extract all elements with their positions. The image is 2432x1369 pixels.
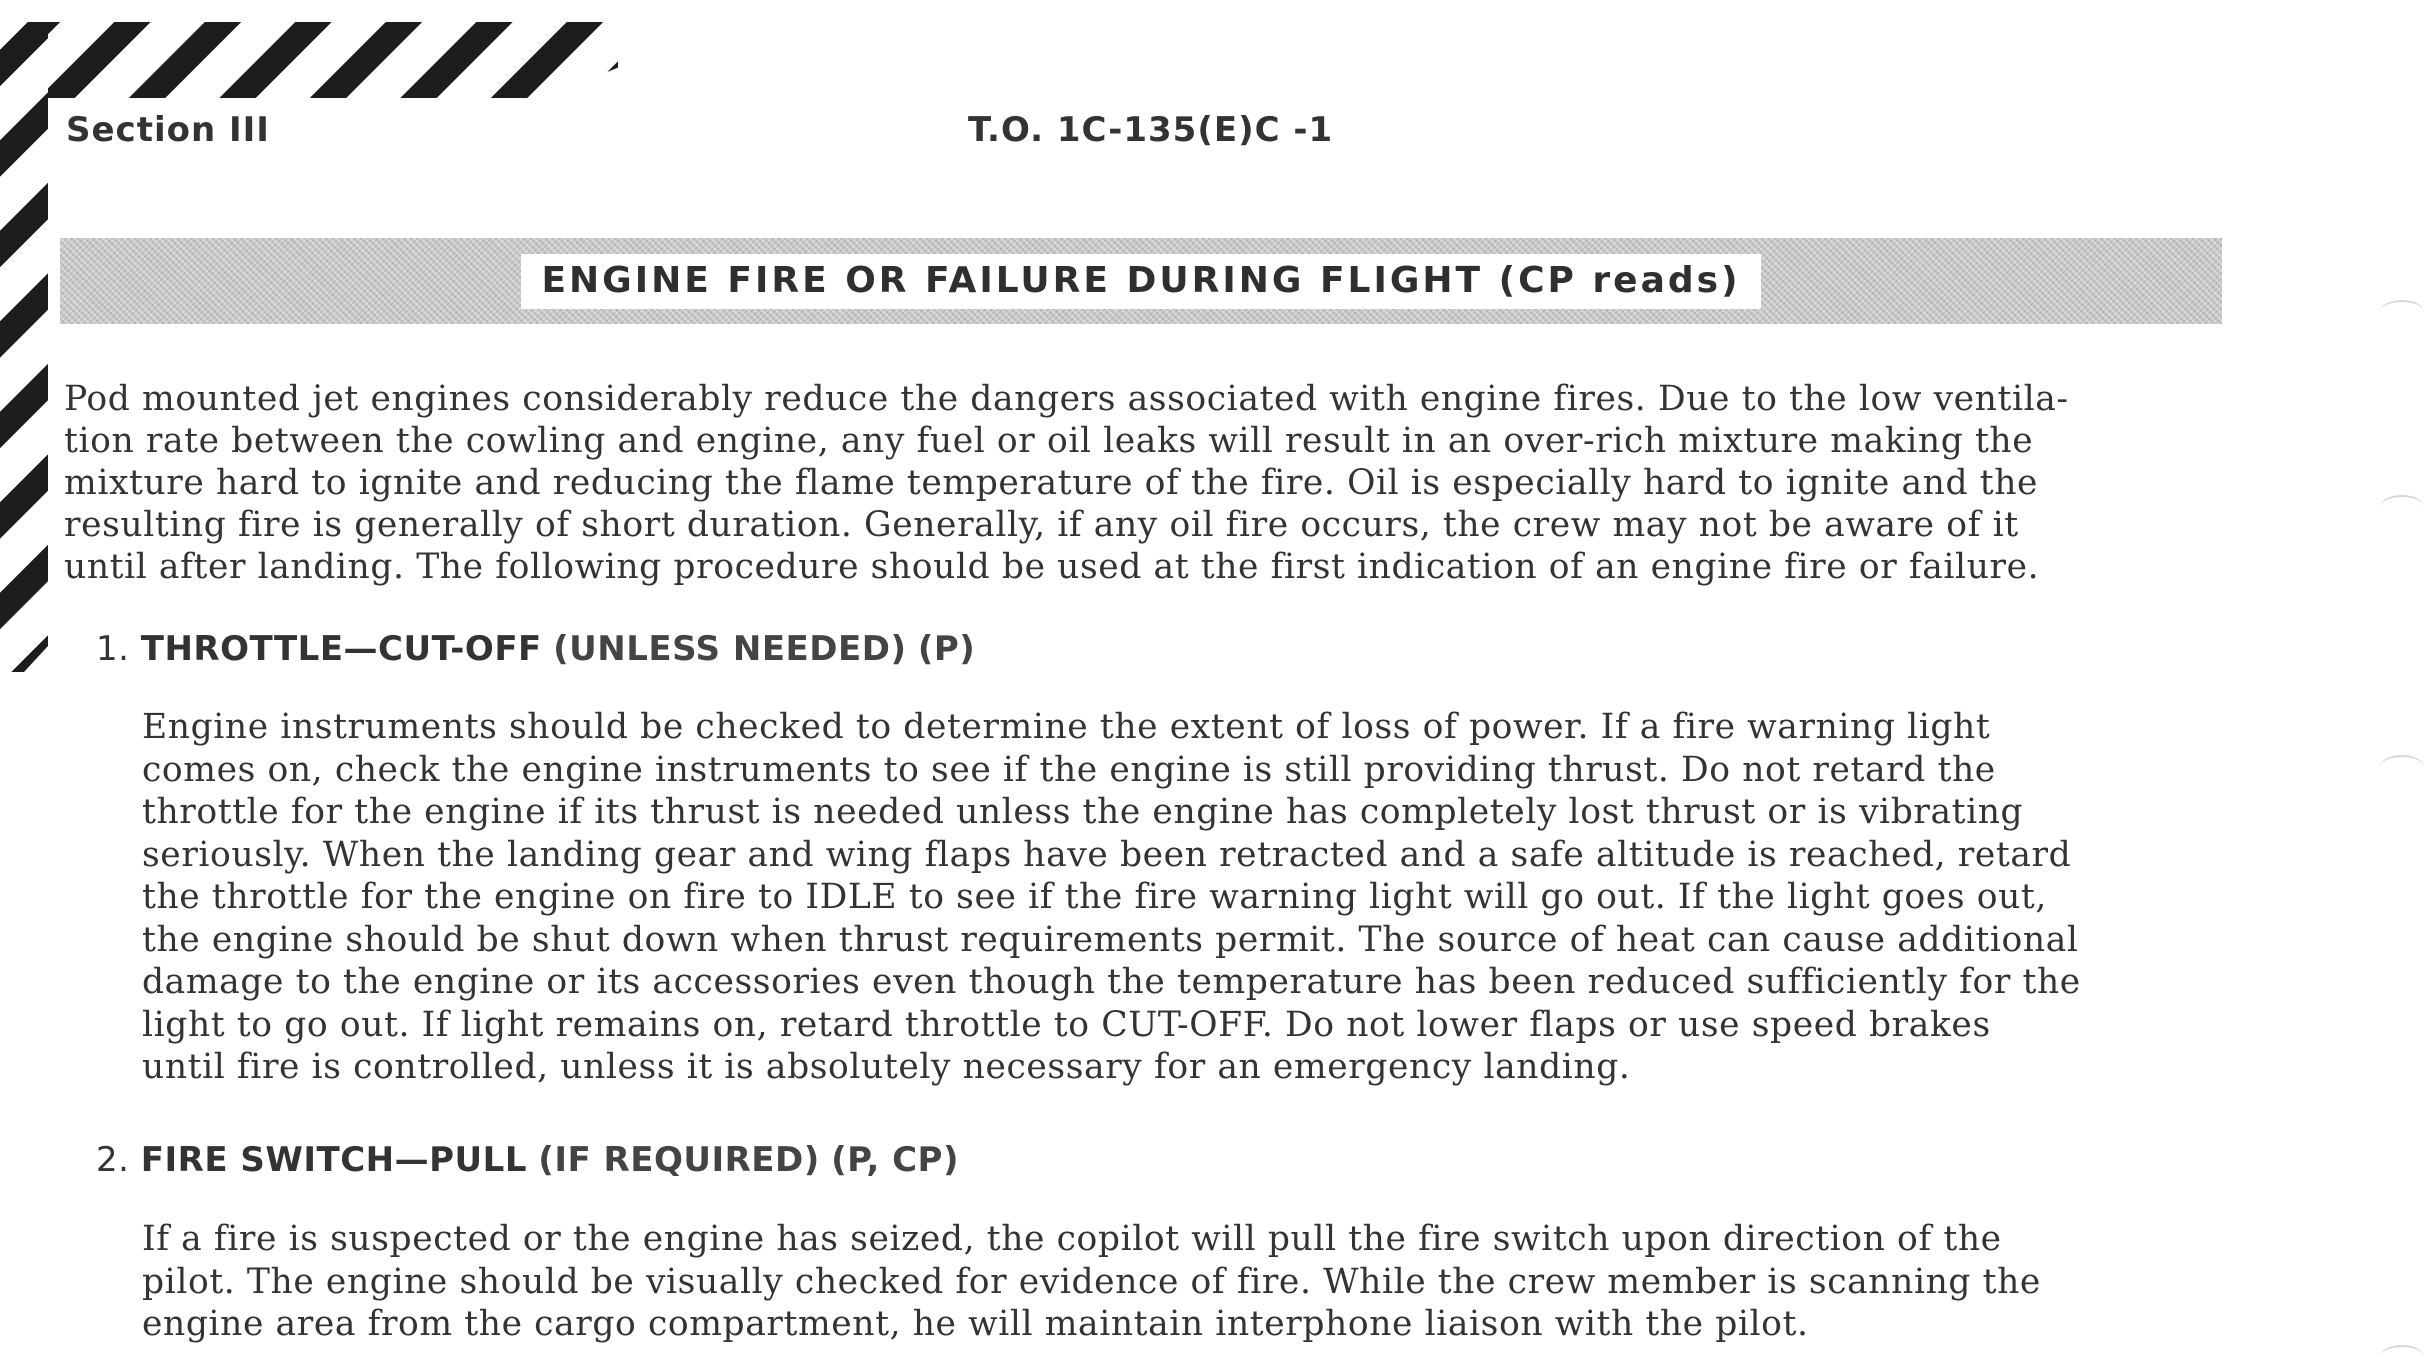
step-crew: (P) xyxy=(917,629,976,669)
step-line: comes on, check the engine instruments to see if the engine is still providing thrust. Do not retard the xyxy=(142,749,1996,790)
step-line: pilot. The engine should be visually checked for evidence of fire. While the crew member is scanning the xyxy=(142,1261,2041,1302)
step-line: the engine should be shut down when thrust requirements permit. The source of heat can cause additional xyxy=(142,919,2079,960)
edge-mark xyxy=(2380,755,2424,779)
intro-line: mixture hard to ignite and reducing the flame temperature of the fire. Oil is especially hard to ignite and the xyxy=(64,463,2039,503)
step-line: throttle for the engine if its thrust is needed unless the engine has completely lost thrust or is vibrating xyxy=(142,792,2024,832)
step-1-heading xyxy=(96,629,975,669)
step-condition: (UNLESS NEEDED) xyxy=(553,629,907,669)
step-number: 1. xyxy=(96,629,130,669)
step-1-body xyxy=(142,706,2192,1089)
step-action: THROTTLE—CUT-OFF xyxy=(140,629,542,669)
step-number: 2. xyxy=(96,1140,130,1180)
step-2-heading xyxy=(96,1140,959,1180)
edge-mark xyxy=(2380,1345,2424,1369)
edge-mark xyxy=(2380,495,2424,519)
section-label: Section III xyxy=(66,110,270,150)
step-line: If a fire is suspected or the engine has seized, the copilot will pull the fire switch upon direction of the xyxy=(142,1219,2002,1259)
intro-line: until after landing. The following procedure should be used at the first indication of an engine fire or failure. xyxy=(64,547,2040,587)
intro-line: Pod mounted jet engines considerably reduce the dangers associated with engine fires. Due to the low ventila- xyxy=(64,379,2069,419)
step-line: the throttle for the engine on fire to IDLE to see if the fire warning light will go out. If the light goes out, xyxy=(142,877,2047,917)
page-title: ENGINE FIRE OR FAILURE DURING FLIGHT (CP reads) xyxy=(521,254,1760,309)
step-line: engine area from the cargo compartment, he will maintain interphone liaison with the pilot. xyxy=(142,1304,1809,1344)
step-crew: (P, CP) xyxy=(831,1140,959,1180)
step-line: until fire is controlled, unless it is absolutely necessary for an emergency landing. xyxy=(142,1047,1631,1087)
title-band xyxy=(60,238,2222,324)
hazard-stripe-left xyxy=(0,22,48,672)
intro-line: resulting fire is generally of short duration. Generally, if any oil fire occurs, the crew may not be aware of it xyxy=(64,505,2019,545)
intro-paragraph xyxy=(64,378,2174,588)
step-2-body xyxy=(142,1218,2192,1346)
step-line: seriously. When the landing gear and wing flaps have been retracted and a safe altitude is reached, retard xyxy=(142,834,2072,875)
intro-line: tion rate between the cowling and engine, any fuel or oil leaks will result in an over-rich mixture making the xyxy=(64,421,2034,461)
edge-mark xyxy=(2380,300,2424,324)
document-number: T.O. 1C-135(E)C -1 xyxy=(968,110,1334,150)
step-line: damage to the engine or its accessories even though the temperature has been reduced sufficiently for the xyxy=(142,962,2081,1002)
step-action: FIRE SWITCH—PULL xyxy=(140,1140,527,1180)
step-line: Engine instruments should be checked to determine the extent of loss of power. If a fire warning light xyxy=(142,707,1991,747)
step-line: light to go out. If light remains on, retard throttle to CUT-OFF. Do not lower flaps or use speed brakes xyxy=(142,1004,1991,1045)
step-condition: (IF REQUIRED) xyxy=(538,1140,820,1180)
hazard-stripe-top xyxy=(0,22,618,98)
